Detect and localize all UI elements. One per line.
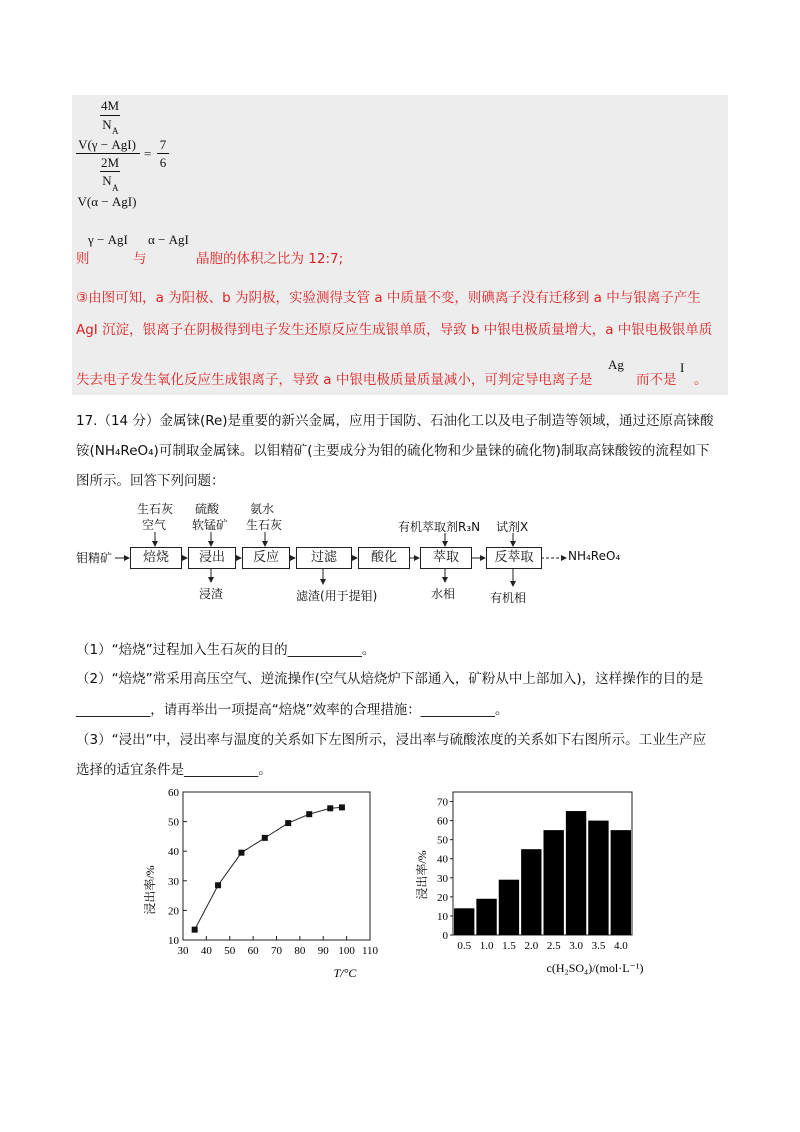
flow-box-leach: 浸出 bbox=[188, 547, 236, 569]
chart-left-xtick-label: 100 bbox=[338, 945, 355, 957]
frac-den-bottom: V(α − AgI) bbox=[77, 194, 137, 209]
chart-left-xtick-label: 40 bbox=[200, 945, 212, 957]
ion-i: I bbox=[680, 360, 685, 375]
frac-num-bottom: V(γ − AgI) bbox=[78, 137, 136, 152]
chart-left-ytick-label: 50 bbox=[168, 816, 179, 829]
analysis-not: 而不是 bbox=[636, 372, 677, 388]
chart-right-ytick-label: 70 bbox=[437, 796, 448, 809]
chart-right-ytick-label: 0 bbox=[442, 930, 448, 942]
flow-top-1a: 生石灰 bbox=[137, 502, 174, 516]
flow-input: 钼精矿 bbox=[76, 551, 113, 565]
question-2a: （2）“焙烧”常采用高压空气、逆流操作(空气从焙烧炉下部通入，矿粉从中上部加入)，这样操作的目的是 bbox=[76, 671, 704, 687]
chart-right-ytick-label: 10 bbox=[437, 910, 448, 923]
question-3b: 选择的适宜条件是___________。 bbox=[76, 762, 272, 778]
leaching-temperature-chart bbox=[140, 780, 380, 980]
chart-left-point bbox=[215, 882, 221, 888]
question-2b: ___________，请再举出一项提高“焙烧”效率的合理措施：___________。 bbox=[76, 702, 509, 718]
chart-left-xlabel: T/°C bbox=[333, 966, 357, 980]
analysis-line-2: AgI 沉淀，银离子在阴极得到电子发生还原反应生成银单质，导致 b 中银电极质量增大，a 中银电极银单质 bbox=[76, 322, 713, 338]
flow-top-2b: 软锰矿 bbox=[192, 518, 229, 532]
chart-left-ylabel: 浸出率/% bbox=[143, 865, 157, 915]
flow-top-6: 有机萃取剂R₃N bbox=[398, 520, 481, 534]
chart-left-point bbox=[327, 805, 333, 811]
chart-left-xtick-label: 70 bbox=[271, 945, 282, 957]
chart-right-ytick-label: 20 bbox=[437, 891, 448, 904]
chart-right-bar bbox=[566, 811, 586, 935]
chart-right-bar bbox=[611, 830, 631, 935]
chart-left-series-line bbox=[195, 807, 342, 929]
frac-equals: = bbox=[144, 146, 152, 161]
chart-right-ytick-label: 50 bbox=[437, 834, 448, 847]
chart-right-xtick-label: 4.0 bbox=[613, 940, 628, 952]
chart-right-xtick-label: 1.5 bbox=[502, 940, 516, 952]
question-3a: （3）“浸出”中，浸出率与温度的关系如下左图所示，浸出率与硫酸浓度的关系如下右图所示。工业生产应 bbox=[76, 732, 707, 748]
chart-left-point bbox=[192, 927, 198, 933]
flow-bot-2: 浸渣 bbox=[199, 587, 224, 601]
leaching-acid-chart bbox=[410, 780, 660, 980]
chart-right-xlabel: c(H₂SO₄)/(mol·L⁻¹) bbox=[546, 961, 644, 975]
chart-left-ytick-label: 40 bbox=[168, 846, 179, 859]
flow-box-roast: 焙烧 bbox=[130, 547, 182, 569]
flow-output: NH₄ReO₄ bbox=[568, 549, 621, 563]
flow-box-strip: 反萃取 bbox=[486, 547, 542, 569]
ratio-alpha: α − AgI bbox=[148, 232, 189, 247]
chart-right-xtick-label: 2.5 bbox=[546, 940, 561, 952]
chart-left-ytick-label: 20 bbox=[168, 905, 179, 918]
chart-right-xtick-label: 3.5 bbox=[591, 940, 606, 952]
chart-left-frame bbox=[183, 792, 370, 940]
flow-box-react: 反应 bbox=[242, 547, 290, 569]
flow-bot-7: 有机相 bbox=[490, 591, 527, 605]
chart-left-ytick-label: 10 bbox=[168, 935, 179, 947]
chart-left-xtick-label: 110 bbox=[361, 945, 379, 957]
chart-right-xtick-label: 1.0 bbox=[479, 940, 494, 952]
flow-top-2a: 硫酸 bbox=[195, 502, 220, 516]
chart-right-xtick-label: 3.0 bbox=[569, 940, 583, 952]
analysis-line-1: ③由图可知，a 为阳极、b 为阴极，实验测得支管 a 中质量不变，则碘离子没有迁移到 a 中与银离子产生 bbox=[76, 290, 701, 306]
chart-right-ytick-label: 30 bbox=[437, 872, 448, 885]
chart-right-bar bbox=[588, 821, 608, 935]
question-intro-1: 17.（14 分）金属铼(Re)是重要的新兴金属，应用于国防、石油化工以及电子制造等领域，通过还原高铼酸 bbox=[76, 413, 714, 429]
chart-right-bar bbox=[521, 849, 541, 935]
chart-left-xtick-label: 90 bbox=[317, 945, 329, 957]
frac-result-den: 6 bbox=[159, 155, 167, 170]
chart-left-xtick-label: 30 bbox=[177, 945, 189, 957]
flow-box-extract: 萃取 bbox=[420, 547, 472, 569]
flow-top-3b: 生石灰 bbox=[246, 518, 283, 532]
chart-right-ytick-label: 40 bbox=[437, 853, 448, 866]
chart-right-bar bbox=[544, 830, 564, 935]
flow-top-1b: 空气 bbox=[142, 518, 167, 532]
chart-right-ytick-label: 60 bbox=[437, 815, 448, 828]
chart-left-point bbox=[285, 820, 291, 826]
chart-left-ytick-label: 60 bbox=[168, 787, 179, 799]
flow-top-3a: 氨水 bbox=[250, 502, 275, 516]
ratio-gamma: γ − AgI bbox=[88, 232, 128, 247]
frac-result-num: 7 bbox=[159, 137, 167, 152]
frac-num-top: 4M bbox=[100, 98, 120, 113]
question-intro-3: 图所示。回答下列问题： bbox=[76, 473, 225, 489]
chart-left-point bbox=[262, 835, 268, 841]
chart-right-xtick-label: 0.5 bbox=[457, 940, 472, 952]
analysis-line-3: 失去电子发生氧化反应生成银离子，导致 a 中银电极质量质量减小，可判定导电离子是 bbox=[76, 372, 593, 388]
chart-left-ytick-label: 30 bbox=[168, 875, 179, 888]
flow-top-7: 试剂X bbox=[496, 520, 529, 534]
chart-right-bar bbox=[454, 908, 474, 935]
chart-right-ylabel: 浸出率/% bbox=[415, 850, 429, 900]
ratio-yu: 与 bbox=[133, 251, 147, 267]
flow-bot-6: 水相 bbox=[431, 587, 456, 601]
frac-num-top-den: N bbox=[102, 117, 112, 132]
frac-den-top: 2M bbox=[100, 155, 120, 170]
question-intro-2: 铵(NH₄ReO₄)可制取金属铼。以钼精矿(主要成分为钼的硫化物和少量铼的硫化物)制取高铼酸铵的流程如下 bbox=[76, 443, 710, 459]
frac-sub: A bbox=[112, 183, 119, 193]
chart-left-point bbox=[306, 811, 312, 817]
flow-bot-4: 滤渣(用于提钼) bbox=[296, 589, 378, 603]
ion-ag: Ag bbox=[608, 357, 624, 372]
chart-left-xtick-label: 80 bbox=[294, 945, 306, 957]
analysis-end: 。 bbox=[694, 372, 708, 388]
chart-right-bar bbox=[476, 899, 496, 935]
chart-left-point bbox=[238, 850, 244, 856]
question-1: （1）“焙烧”过程加入生石灰的目的___________。 bbox=[76, 642, 376, 658]
flow-box-filter: 过滤 bbox=[296, 547, 352, 569]
ratio-ze: 则 bbox=[76, 251, 90, 267]
frac-sub: A bbox=[112, 126, 119, 136]
chart-left-xtick-label: 60 bbox=[247, 945, 259, 957]
chart-left-point bbox=[339, 804, 345, 810]
flow-box-acidify: 酸化 bbox=[358, 547, 410, 569]
chart-right-bar bbox=[499, 880, 519, 935]
chart-left-xtick-label: 50 bbox=[224, 945, 236, 957]
chart-right-xtick-label: 2.0 bbox=[524, 940, 539, 952]
ratio-tail: 晶胞的体积之比为 12:7; bbox=[196, 251, 344, 267]
frac-den-top-den: N bbox=[102, 173, 112, 188]
